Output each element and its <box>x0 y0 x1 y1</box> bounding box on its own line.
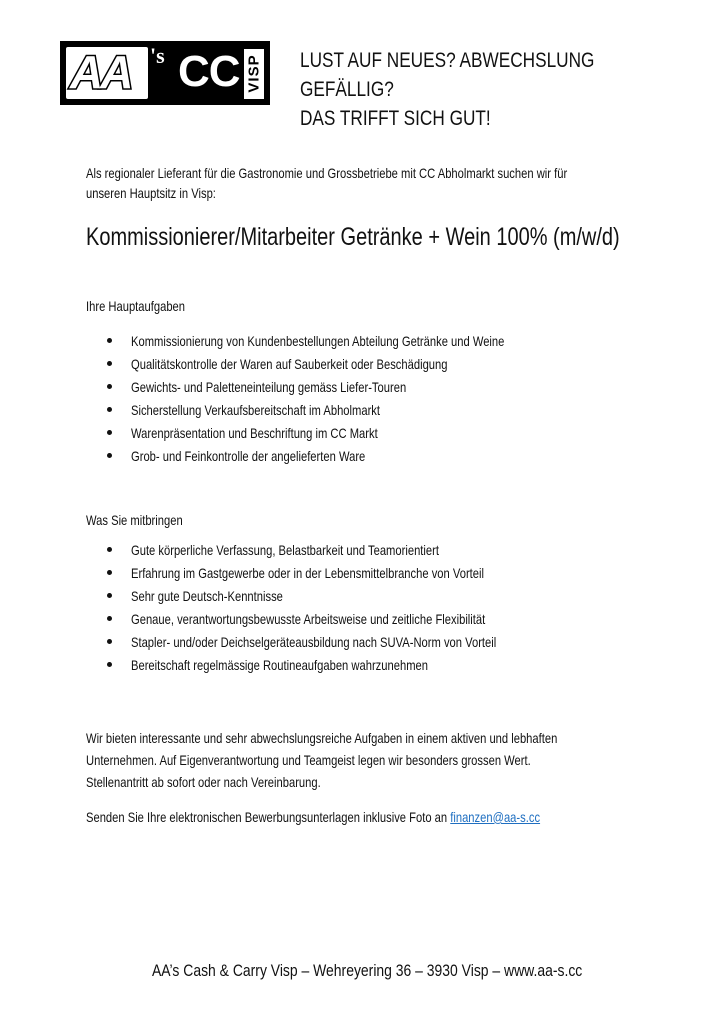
intro-line-2: unseren Hauptsitz in Visp: <box>86 185 216 201</box>
email-link[interactable]: finanzen@aa-s.cc <box>450 809 541 825</box>
apply-text: Senden Sie Ihre elektronischen Bewerbungsunterlagen inklusive Foto an <box>86 809 451 825</box>
offer-line-1: Wir bieten interessante und sehr abwechslungsreiche Aufgaben in einem aktiven und lebhaften <box>86 730 558 746</box>
offer-paragraph <box>86 727 557 793</box>
logo-aa-box <box>66 47 148 99</box>
bullet-icon <box>107 338 112 343</box>
apply-paragraph <box>86 806 540 828</box>
logo-cc-text: CC <box>178 47 240 96</box>
bullet-icon <box>107 662 112 667</box>
bullet-icon <box>107 547 112 552</box>
headline-line-2: GEFÄLLIG? <box>300 78 394 101</box>
intro-paragraph <box>86 163 567 203</box>
bullet-icon <box>107 430 112 435</box>
footer-address: AA’s Cash & Carry Visp – Wehreyering 36 – 3930 Visp – www.aa-s.cc <box>152 961 583 980</box>
logo-visp-text: VISP <box>245 54 263 93</box>
bullet-icon <box>107 570 112 575</box>
offer-line-3: Stellenantritt ab sofort oder nach Vereinbarung. <box>86 774 321 790</box>
headline-line-1: LUST AUF NEUES? ABWECHSLUNG <box>300 49 595 72</box>
requirements-heading: Was Sie mitbringen <box>86 512 183 528</box>
bullet-icon <box>107 384 112 389</box>
tasks-heading: Ihre Hauptaufgaben <box>86 298 186 314</box>
logo-aa-text: AA <box>70 46 131 98</box>
bullet-icon <box>107 453 112 458</box>
company-logo <box>60 41 270 105</box>
bullet-icon <box>107 593 112 598</box>
intro-line-1: Als regionaler Lieferant für die Gastronomie und Grossbetriebe mit CC Abholmarkt suchen wir für <box>86 165 568 181</box>
offer-line-2: Unternehmen. Auf Eigenverantwortung und Teamgeist legen wir besonders grossen Wert. <box>86 752 531 768</box>
bullet-icon <box>107 639 112 644</box>
headline <box>300 46 594 133</box>
bullet-icon <box>107 616 112 621</box>
bullet-icon <box>107 361 112 366</box>
bullet-icon <box>107 407 112 412</box>
job-title: Kommissionierer/Mitarbeiter Getränke + Wein 100% (m/w/d) <box>86 223 620 251</box>
logo-visp-box <box>244 49 264 99</box>
logo-s-text: 's <box>150 43 165 68</box>
headline-line-3: DAS TRIFFT SICH GUT! <box>300 107 491 130</box>
